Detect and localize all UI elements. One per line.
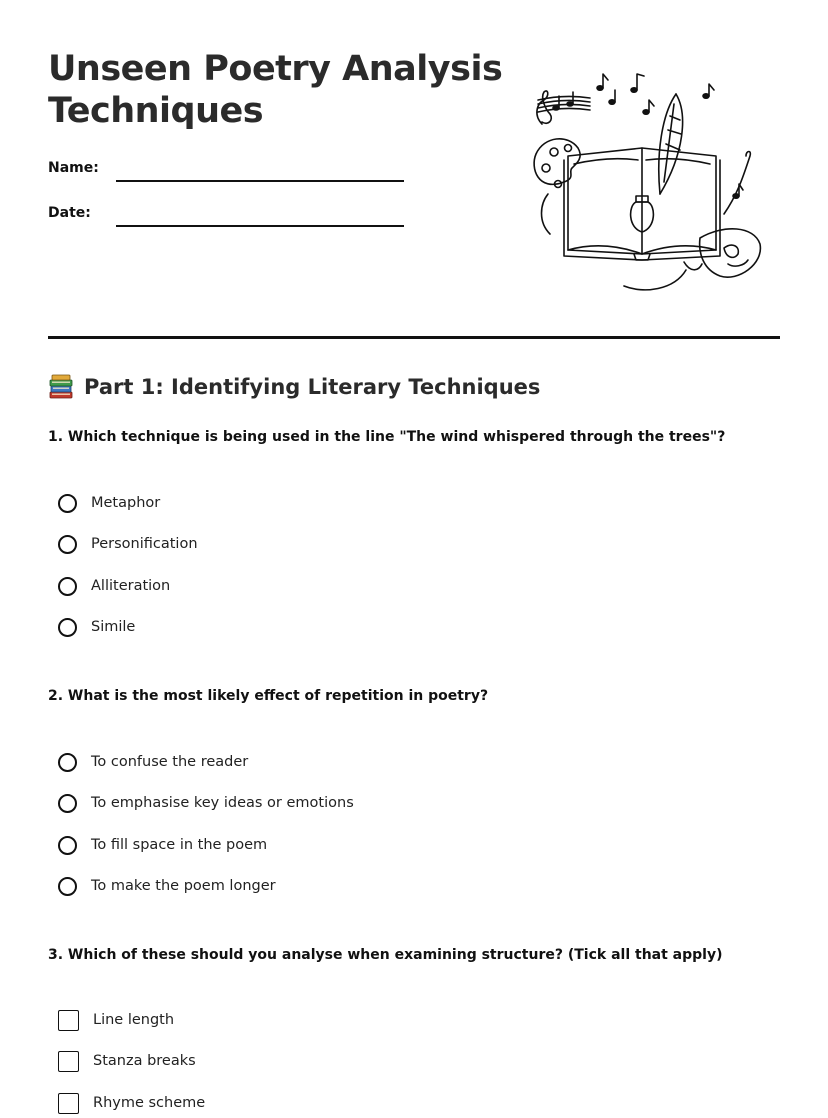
q2-option-fill-space[interactable]: [58, 832, 267, 858]
q2-option-longer[interactable]: [58, 873, 276, 899]
name-input-line[interactable]: [116, 180, 404, 182]
option-label: Stanza breaks: [93, 1053, 196, 1069]
option-label: Personification: [91, 536, 198, 552]
part1-heading: [48, 374, 540, 400]
name-field-row: [48, 160, 408, 184]
option-label: To confuse the reader: [91, 754, 249, 770]
books-icon: [48, 374, 74, 400]
radio-button[interactable]: [58, 877, 77, 896]
question-3-text: 3. Which of these should you analyse when examining structure? (Tick all that apply): [48, 947, 723, 963]
q3-option-rhyme-scheme[interactable]: [58, 1090, 205, 1116]
option-label: Rhyme scheme: [93, 1095, 206, 1111]
option-label: Line length: [93, 1012, 175, 1028]
question-2-text: 2. What is the most likely effect of repetition in poetry?: [48, 688, 489, 704]
q1-option-personification[interactable]: [58, 531, 198, 557]
q1-option-simile[interactable]: [58, 614, 135, 640]
radio-button[interactable]: [58, 836, 77, 855]
checkbox[interactable]: [58, 1010, 79, 1031]
q1-option-metaphor[interactable]: [58, 490, 160, 516]
checkbox[interactable]: [58, 1051, 79, 1072]
option-label: To emphasise key ideas or emotions: [91, 795, 354, 811]
checkbox[interactable]: [58, 1093, 79, 1114]
name-label: Name:: [48, 160, 99, 176]
q1-option-alliteration[interactable]: [58, 573, 170, 599]
radio-button[interactable]: [58, 577, 77, 596]
part1-heading-text: Part 1: Identifying Literary Techniques: [84, 375, 541, 399]
poetry-book-quill-music-illustration: [524, 64, 774, 300]
q2-option-confuse[interactable]: [58, 749, 248, 775]
q3-option-stanza-breaks[interactable]: [58, 1048, 196, 1074]
radio-button[interactable]: [58, 535, 77, 554]
radio-button[interactable]: [58, 753, 77, 772]
radio-button[interactable]: [58, 794, 77, 813]
radio-button[interactable]: [58, 494, 77, 513]
q2-option-emphasise[interactable]: [58, 790, 354, 816]
date-field-row: [48, 205, 408, 229]
date-label: Date:: [48, 205, 91, 221]
option-label: Simile: [91, 619, 136, 635]
radio-button[interactable]: [58, 618, 77, 637]
option-label: Metaphor: [91, 495, 161, 511]
date-input-line[interactable]: [116, 225, 404, 227]
option-label: To make the poem longer: [91, 878, 276, 894]
section-divider: [48, 336, 780, 339]
question-1-text: 1. Which technique is being used in the line "The wind whispered through the trees"?: [48, 429, 726, 445]
q3-option-line-length[interactable]: [58, 1007, 174, 1033]
page-title: Unseen Poetry Analysis Techniques: [48, 49, 503, 131]
option-label: To fill space in the poem: [91, 837, 268, 853]
option-label: Alliteration: [91, 578, 171, 594]
